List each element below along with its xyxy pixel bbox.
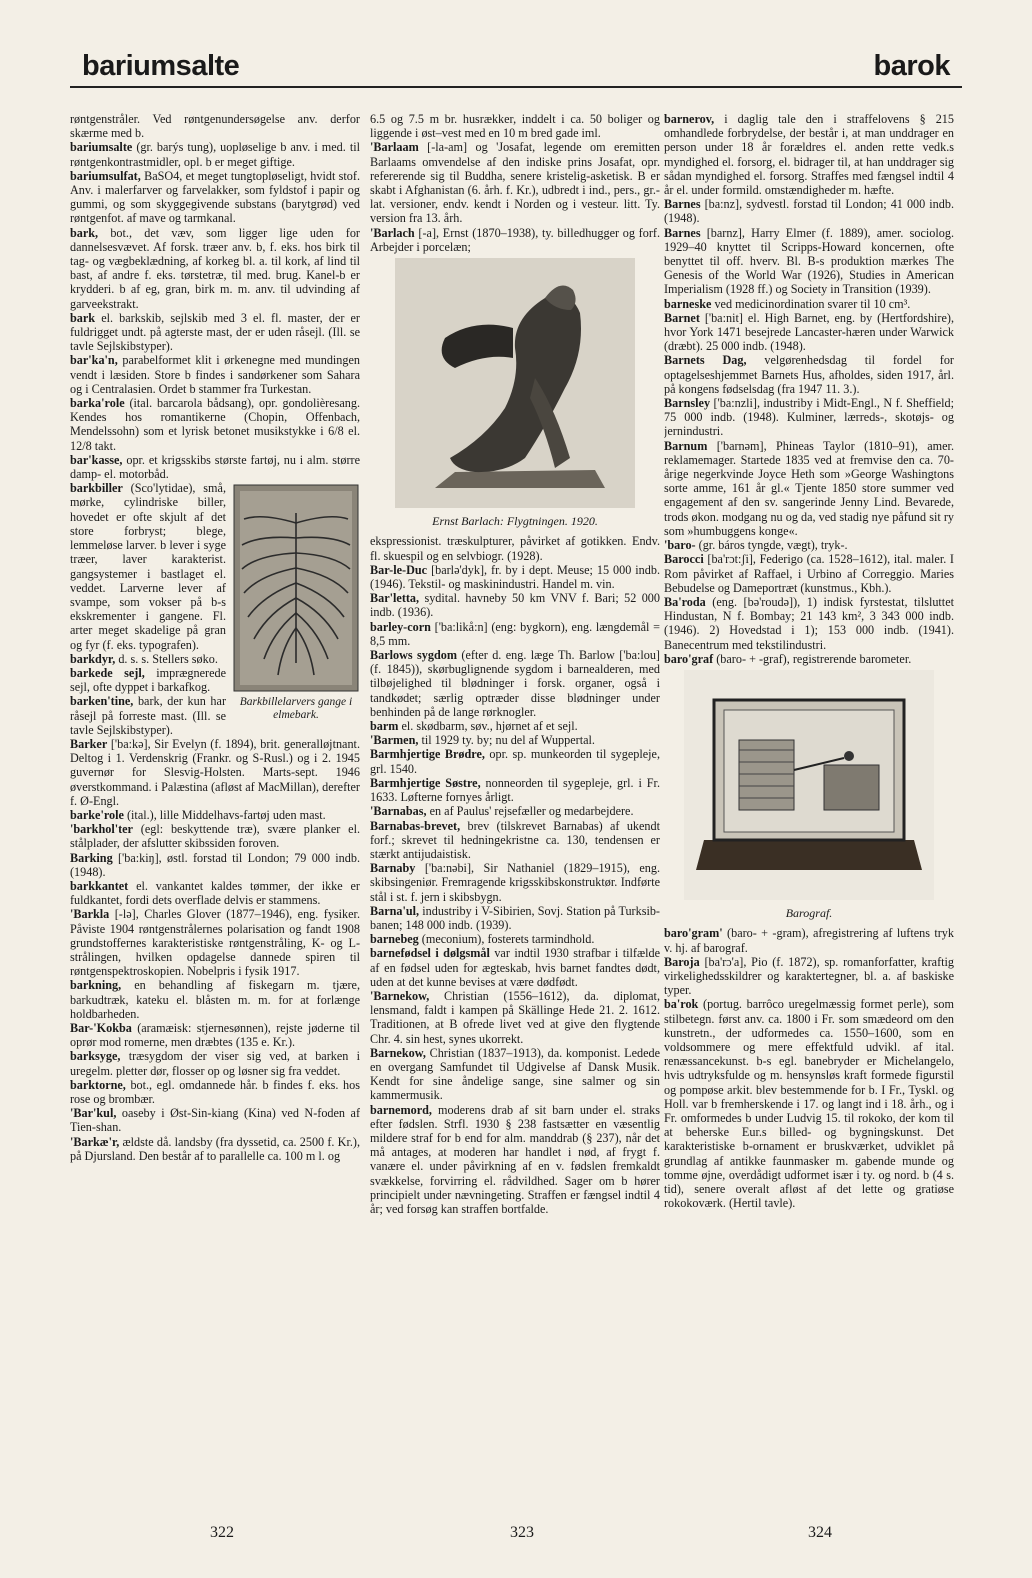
dictionary-entry bbox=[664, 311, 954, 354]
entry-text: (gr. báros tyngde, vægt), tryk-. bbox=[695, 538, 848, 553]
dictionary-entry bbox=[664, 396, 954, 439]
barlach-sculpture-image bbox=[395, 258, 635, 508]
entry-text: ved medicinordination svarer til 10 cm³. bbox=[711, 296, 911, 311]
entry-text: bot., egl. omdannede hår. b findes f. eks. hos rose og brombær. bbox=[70, 1077, 360, 1107]
entry-headword: barka'role bbox=[70, 396, 125, 411]
dictionary-entry bbox=[370, 946, 660, 989]
entry-headword: barnemord, bbox=[370, 1102, 432, 1117]
dictionary-entry bbox=[70, 1049, 360, 1077]
entry-text: ['barnəm], Phineas Taylor (1810–91), amer. reklamemager. Startede 1835 ved at fremvise den ca. 70-årige negerkvinde Joyce Heth som »George Washingtons sorte amme, 161 år gl.« Tjente 1850 store summer ved engagement af den sv. sangerinde Jenny Lind. Bevarede, trods økon. modgang nu og da, ved stadig nye påfund sit ry som »humbuggens konge«. bbox=[664, 438, 954, 538]
entry-text: i daglig tale den i straffelovens § 215 omhandlede forbrydelse, der består i, at man unddrager en person under 18 år forældres el. anden rette vedk.s myndighed el. forsorg, el. bidrager til, at han unddrager sig sådan myndighed el. forsorg. Straffes med fængsel indtil 4 år el. under formild. omstændigheder m. hæfte. bbox=[664, 112, 954, 198]
entry-headword: Barnabas-brevet, bbox=[370, 818, 461, 833]
entry-text: røntgenstråler. Ved røntgenundersøgelse anv. derfor skærme med b. bbox=[70, 112, 360, 141]
entry-text: ['ba:nzli], industriby i Midt-Engl., N f. Sheffield; 75 000 indb. (1948). Kulminer, lærreds-, skotøjs- og jernindustri. bbox=[664, 396, 954, 439]
dictionary-entry bbox=[70, 978, 360, 1021]
entry-headword: Barnekow, bbox=[370, 1045, 426, 1060]
col1-entries-top bbox=[70, 112, 360, 481]
entry-headword: barke'role bbox=[70, 807, 124, 822]
entry-text: (ital. barcarola bådsang), opr. gondolièresang. Kendes hos romantikerne (Chopin, Offenbach, Mendelssohn) som et lyrisk betonet musikstykke i 6/8 el. 12/8 takt. bbox=[70, 396, 360, 453]
dictionary-entry bbox=[70, 453, 360, 481]
entry-headword: 'Barnekow, bbox=[370, 988, 430, 1003]
entry-text: var indtil 1930 strafbar i tilfælde af en fødsel uden for ægteskab, hvis barnet fandtes dødt, uden at det kunne bevises at være dødfødt. bbox=[370, 946, 660, 989]
dictionary-entry bbox=[370, 112, 660, 140]
dictionary-entry bbox=[370, 226, 660, 254]
dictionary-entry bbox=[664, 112, 954, 197]
entry-headword: Barnum bbox=[664, 438, 708, 453]
barograph-image bbox=[684, 670, 934, 900]
dictionary-entry bbox=[664, 552, 954, 595]
entry-headword: 'Barlaam bbox=[370, 140, 419, 155]
entry-headword: Barna'ul, bbox=[370, 903, 420, 918]
entry-text: brev (tilskrevet Barnabas) af ukendt forf.; skrevet til hedningekristne ca. 130, tendensen er stærkt antijudaistisk. bbox=[370, 818, 660, 861]
entry-text: sydital. havneby 50 km VNV f. Bari; 52 000 indb. (1936). bbox=[370, 591, 660, 620]
entry-headword: 'barkhol'ter bbox=[70, 822, 133, 837]
entry-headword: Barmhjertige Søstre, bbox=[370, 775, 481, 790]
entry-headword: Bar-le-Duc bbox=[370, 562, 428, 577]
dictionary-entry bbox=[370, 733, 660, 747]
entry-headword: barksyge, bbox=[70, 1049, 121, 1064]
entry-text: el. vankantet kaldes tømmer, der ikke er fuldkantet, fordi dets overflade delvis er stammens. bbox=[70, 878, 360, 908]
entry-text: (gr. barýs tung), uopløselige b anv. i med. til røntgenkontrastmidler, opl. b er meget giftige. bbox=[70, 140, 360, 169]
entry-text: (portug. barrôco uregelmæssig formet perle), som stilbetegn. først anv. ca. 1800 i Fr. som smædeord om den kunstretn., der udformedes ca. 1550–1600, som en voldsommere og mere effektfuld udvikl. af ital. renæssancekunst. b-s egl. banebryder er Michelangelo, hvis udtryksfulde og m. hensynsløs kraft formede figurstil og pompøse arkit. blev bestemmende for b. I Fr., Tyskl. og Holl. var b fremherskende i 17. og langt ind i 18. årh., og i Fr. omformedes b under Ludvig 15. til rokoko, der kom til at beherske Eur.s billed- og bygningskunst. Det karakteristiske b-ornament er bruskværket, udviklet på grundlag af antikke faunmasker m. gabende munde og tomme øjne, overdådigt udformet især i ty. og nord. b (4 s. tid), senere overalt afløst af det lette og gratiøse rokokoværk. (Hertil tavle). bbox=[664, 997, 954, 1211]
col2-entries-bottom bbox=[370, 534, 660, 1216]
header-rule bbox=[70, 86, 962, 88]
sculpture-figure bbox=[370, 258, 660, 528]
entry-headword: Barnaby bbox=[370, 861, 416, 876]
dictionary-entry bbox=[70, 1021, 360, 1049]
dictionary-entry bbox=[70, 1078, 360, 1106]
dictionary-entry bbox=[70, 737, 360, 808]
col2-entries-top bbox=[370, 112, 660, 254]
barograph-figure bbox=[664, 670, 954, 920]
entry-headword: 'baro- bbox=[664, 538, 696, 553]
entry-text: BaSO4, et meget tungtopløseligt, hvidt stof. Anv. i malerfarver og farvelakker, som fyldstof i papir og gummi, og som skyggegivende substans (barytgrød) ved røntgenfot. af mave og tarmkanal. bbox=[70, 168, 360, 226]
entry-headword: baro'graf bbox=[664, 651, 714, 666]
entry-headword: barkkantet bbox=[70, 878, 129, 893]
dictionary-entry bbox=[370, 989, 660, 1046]
entry-text: [barnz], Harry Elmer (f. 1889), amer. sociolog. 1929–40 knyttet til Scripps-Howard koncernen, ofte benyttet til off. hverv. Bl. B-s produktion mærkes The Genesis of the World War (1926), Studies in American Imperialism (1928 ff.) og Society in Transition (1939). bbox=[664, 225, 954, 297]
dictionary-entry bbox=[70, 169, 360, 226]
dictionary-entry bbox=[70, 226, 360, 311]
entry-text: ['ba:nəbi], Sir Nathaniel (1829–1915), eng. skibsingeniør. Fremragende krigsskibskonstruktør. Indførte stål i st. f. jern i skibsbygn. bbox=[370, 861, 660, 904]
entry-text: [ba'rɔt:ʃi], Federigo (ca. 1528–1612), ital. maler. I Rom påvirket af Raffael, i Urbino af Correggio. Maries Bebudelse og Dameportræt (kunstmus., Kbh.). bbox=[664, 552, 954, 595]
dictionary-entry bbox=[70, 822, 360, 850]
entry-headword: bar'kasse, bbox=[70, 452, 123, 467]
entry-headword: bark bbox=[70, 310, 96, 325]
bark-beetle-gallery-image bbox=[232, 483, 360, 693]
entry-headword: barkbiller bbox=[70, 481, 123, 496]
entry-headword: Ba'roda bbox=[664, 594, 706, 609]
col3-entries-bottom bbox=[664, 926, 954, 1210]
entry-text: (baro- + -gram), afregistrering af luftens tryk v. hj. af barograf. bbox=[664, 926, 954, 955]
entry-text: opr. et krigsskibs største fartøj, nu i alm. større damp- el. motorbåd. bbox=[70, 452, 360, 482]
entry-text: (baro- + -graf), registrerende barometer. bbox=[713, 651, 912, 666]
entry-text: [ba:nz], sydvestl. forstad til London; 41 000 indb. (1948). bbox=[664, 197, 954, 226]
dictionary-entry bbox=[664, 439, 954, 538]
entry-headword: bar'ka'n, bbox=[70, 353, 118, 368]
dictionary-entry bbox=[664, 926, 954, 954]
entry-text: (Sco'lytidae), små, mørke, cylindriske biller, hovedet er ofte skjult af det store forbryst; blege, lemmeløse larver. b lever i syge træer, laver karakterist. gangsystemer i bastlaget el. veddet. Larverne lever af svampe, som vokser på b-s ekskrementer i gangene. Fl. arter meget skadelige på gran og fyr (f. eks. typografen). bbox=[70, 481, 226, 652]
entry-headword: Baroja bbox=[664, 954, 700, 969]
entry-headword: Barlows sygdom bbox=[370, 648, 458, 663]
entry-text: oaseby i Øst-Sin-kiang (Kina) ved N-foden af Tien-shan. bbox=[70, 1106, 360, 1135]
entry-text: Christian (1556–1612), da. diplomat, lensmand, faldt i kampen på Skällinge Hede 21. 2. 1612. Traditionen, at B ofrede livet ved at give den flygtende Chr. 4. sin hest, synes ukorrekt. bbox=[370, 988, 660, 1046]
entry-text: el. skødbarm, søv., hjørnet af et sejl. bbox=[398, 719, 578, 734]
page-number-middle: 323 bbox=[510, 1524, 534, 1541]
entry-text: [ba'rɔ'a], Pio (f. 1872), sp. romanforfatter, kraftig virkelighedsskildrer og karaktertegner, bl. a. af baskiske typer. bbox=[664, 954, 954, 998]
entry-text: (egl: beskyttende træ), svære planker el. stålplader, der afslutter skibssiden foroven. bbox=[70, 822, 360, 851]
dictionary-entry bbox=[664, 353, 954, 396]
entry-text: ['ba:nit] el. High Barnet, eng. by (Hertfordshire), hvor York 1471 besejrede Lancaster-hæren under Warwick (dræbt). 25 000 indb. (1948). bbox=[664, 310, 954, 354]
entry-text: (efter d. eng. læge Th. Barlow ['ba:lou] (f. 1845)), skørbuglignende sygdom i barnealderen, med tilbøjelighed til blødninger i forsk. organer, også i tandkødet; særlig optræder disse blødninger under benhinden på de lange rørknogler. bbox=[370, 648, 660, 719]
entry-text: imprægnerede sejl, ofte dyppet i barkafkog. bbox=[70, 665, 226, 695]
entry-headword: bark, bbox=[70, 225, 99, 240]
entry-text: 6.5 og 7.5 m br. husrækker, inddelt i ca. 50 boliger og liggende i øst–vest med en 10 m bred gade iml. bbox=[370, 112, 660, 141]
dictionary-entry bbox=[70, 808, 360, 822]
entry-text: el. barkskib, sejlskib med 3 el. fl. master, der er fuldrigget undt. på agterste mast, der er uden råsejl. (Ill. se tavle Sejlskibstyper). bbox=[70, 310, 360, 354]
dictionary-entry bbox=[664, 955, 954, 998]
entry-headword: barkdyr, bbox=[70, 651, 116, 666]
dictionary-entry bbox=[370, 932, 660, 946]
dictionary-entry bbox=[70, 851, 360, 879]
entry-text: velgørenhedsdag til fordel for optagelseshjemmet Barnets Hus, afholdes, siden 1917, årl. på kongens fødselsdag (fra 1947 11. 3.). bbox=[664, 353, 954, 396]
dictionary-entry bbox=[370, 819, 660, 862]
entry-text: ældste då. landsby (fra dyssetid, ca. 2500 f. Kr.), på Djursland. Den består af to parallelle ca. 100 m l. og bbox=[70, 1134, 360, 1163]
entry-headword: Barocci bbox=[664, 552, 704, 567]
dictionary-entry bbox=[70, 1135, 360, 1163]
beetle-caption: Barkbillelarvers gange i elmebark. bbox=[239, 696, 353, 722]
entry-text: d. s. s. Stellers søko. bbox=[115, 651, 218, 666]
entry-text: bot., det væv, som ligger lige uden for dannelsesvævet. Af forsk. træer anv. b, f. eks. hos birk til tag- og vægbeklædning, af korkeg bl. a. til kork, af lind til bast, af andre f. eks. tørstetræ, til med. brug. Kanel-b er krydderi. b af eg, gran, birk m. m. anv. til udvinding af garveekstrakt. bbox=[70, 225, 360, 311]
dictionary-entry bbox=[370, 648, 660, 719]
dictionary-entry bbox=[370, 620, 660, 648]
sculpture-caption: Ernst Barlach: Flygtningen. 1920. bbox=[432, 514, 598, 529]
dictionary-entry bbox=[70, 311, 360, 354]
dictionary-entry bbox=[370, 861, 660, 904]
entry-text: opr. sp. munkeorden til sygepleje, grl. 1540. bbox=[370, 747, 660, 776]
entry-text: (aramæisk: stjernesønnen), rejste jøderne til oprør mod romerne, men dræbtes (135 e. Kr.). bbox=[70, 1021, 360, 1050]
entry-headword: bariumsalte bbox=[70, 140, 133, 155]
entry-text: (ital.), lille Middelhavs-fartøj uden mast. bbox=[123, 807, 326, 822]
dictionary-entry bbox=[664, 997, 954, 1210]
barograph-caption: Barograf. bbox=[785, 906, 833, 921]
dictionary-entry bbox=[70, 140, 360, 168]
dictionary-entry bbox=[370, 719, 660, 733]
entry-headword: barley-corn bbox=[370, 619, 431, 634]
dictionary-entry bbox=[370, 534, 660, 562]
entry-headword: Barnes bbox=[664, 197, 701, 212]
entry-headword: Barnets Dag, bbox=[664, 353, 747, 368]
entry-headword: baro'gram' bbox=[664, 926, 723, 941]
dictionary-entry bbox=[664, 595, 954, 652]
dictionary-entry bbox=[370, 776, 660, 804]
dictionary-entry bbox=[664, 297, 954, 311]
entry-text: (meconium), fosterets tarmindhold. bbox=[418, 932, 595, 947]
entry-headword: barken'tine, bbox=[70, 694, 134, 709]
entry-headword: Barnet bbox=[664, 310, 700, 325]
entry-headword: 'Bar'kul, bbox=[70, 1106, 117, 1121]
entry-text: bark, der kun har råsejl på forreste mast. (Ill. se tavle Sejlskibstyper). bbox=[70, 694, 226, 737]
entry-text: [barlə'dyk], fr. by i dept. Meuse; 15 000 indb. (1946). Tekstil- og maskinindustri. Handel m. vin. bbox=[370, 562, 660, 592]
entry-headword: barkning, bbox=[70, 978, 122, 993]
entry-text: en af Paulus' rejsefæller og medarbejdere. bbox=[426, 804, 634, 819]
dictionary-entry bbox=[70, 396, 360, 453]
dictionary-entry bbox=[370, 140, 660, 225]
entry-headword: Barker bbox=[70, 736, 108, 751]
entry-text: [-a], Ernst (1870–1938), ty. billedhugger og forf. Arbejder i porcelæn; bbox=[370, 225, 660, 254]
dictionary-entry bbox=[664, 226, 954, 297]
dictionary-entry bbox=[70, 112, 360, 140]
entry-headword: bariumsulfat, bbox=[70, 168, 141, 183]
dictionary-entry bbox=[70, 907, 360, 978]
entry-text: træsygdom der viser sig ved, at barken i uregelm. pletter dør, flosser op og løsner sig fra veddet. bbox=[70, 1049, 360, 1078]
entry-headword: 'Barkæ'r, bbox=[70, 1134, 120, 1149]
entry-headword: barnefødsel i dølgsmål bbox=[370, 946, 490, 961]
entry-text: ['ba:kə], Sir Evelyn (f. 1894), brit. generalløjtnant. Deltog i 1. Verdenskrig (Frankr. og S-Rusl.) og i 2. 1945 guvernør for Slesvig-Holsten. Marts-sept. 1946 øverstkommand. i Palæstina (afløst af MacMillan), derefter f. Ø-Engl. bbox=[70, 736, 360, 808]
dictionary-entry bbox=[70, 353, 360, 396]
entry-text: Christian (1837–1913), da. komponist. Ledede en overgang Samfundet til Udgivelse af Dansk Musik. Kendt for sine åndelige sange, sine salmer og sin kammermusik. bbox=[370, 1045, 660, 1103]
beetle-figure bbox=[232, 483, 360, 722]
entry-headword: barm bbox=[370, 719, 399, 734]
entry-text: [-lə], Charles Glover (1877–1946), eng. fysiker. Påviste 1904 røntgenstrålernes polarisation og fandt 1908 grundstoffernes karakteristiske røntgenstråling, K- og L-strålingen, hvilken opdagelse dannede spiren til røntgenspektroskopien. Nobelpris i fysik 1917. bbox=[70, 907, 360, 979]
header-right-word: barok bbox=[873, 50, 950, 82]
dictionary-entry bbox=[370, 904, 660, 932]
entry-text: (eng. [bə'roudə]), 1) indisk fyrstestat, tilsluttet Hindustan, N f. Bombay; 21 143 km², 3 343 000 indb. (1946). 2) Hovedstad i 1); 153 000 indb. (1941). Banecentrum med tekstilindustri. bbox=[664, 594, 954, 652]
entry-text: industriby i V-Sibirien, Sovj. Station på Turksib-banen; 148 000 indb. (1939). bbox=[370, 903, 660, 932]
entry-headword: Barking bbox=[70, 850, 113, 865]
entry-headword: 'Barmen, bbox=[370, 733, 419, 748]
dictionary-entry bbox=[370, 1103, 660, 1217]
page-number-right: 324 bbox=[808, 1524, 832, 1541]
entry-headword: Barnsley bbox=[664, 396, 711, 411]
dictionary-entry bbox=[664, 197, 954, 225]
entry-headword: 'Barkla bbox=[70, 907, 110, 922]
entry-text: en behandling af fiskegarn m. tjære, barkudtræk, kateku el. blåsten m. m. for at forlænge holdbarheden. bbox=[70, 978, 360, 1021]
dictionary-entry bbox=[370, 804, 660, 818]
entry-text: parabelformet klit i ørkenegne med mundingen vendt i læsiden. Store b findes i sandørkener som Sahara og i Centralasien. Ordet b stammer fra Turkestan. bbox=[70, 353, 360, 396]
entry-headword: ba'rok bbox=[664, 997, 699, 1012]
entry-headword: 'Barlach bbox=[370, 225, 415, 240]
dictionary-entry bbox=[664, 538, 954, 552]
header-left-word: bariumsalte bbox=[82, 50, 240, 82]
entry-headword: Barmhjertige Brødre, bbox=[370, 747, 485, 762]
entry-text: ekspressionist. træskulpturer, påvirket af gotikken. Endv. fl. skuespil og en selvbiogr. (1928). bbox=[370, 534, 660, 563]
entry-headword: Bar'letta, bbox=[370, 591, 420, 606]
entry-headword: barneske bbox=[664, 296, 712, 311]
dictionary-entry bbox=[664, 652, 954, 666]
entry-headword: barnerov, bbox=[664, 112, 715, 126]
dictionary-entry bbox=[370, 591, 660, 619]
entry-headword: barkede sejl, bbox=[70, 665, 145, 680]
entry-headword: barktorne, bbox=[70, 1077, 126, 1092]
entry-headword: 'Barnabas, bbox=[370, 804, 427, 819]
dictionary-entry bbox=[70, 879, 360, 907]
column-page-322 bbox=[70, 112, 360, 1474]
column-page-323 bbox=[370, 112, 660, 1474]
column-page-324 bbox=[664, 112, 954, 1474]
entry-text: til 1929 ty. by; nu del af Wuppertal. bbox=[418, 733, 595, 748]
entry-text: ['ba:kiŋ], østl. forstad til London; 79 000 indb. (1948). bbox=[70, 850, 360, 879]
col3-entries-top bbox=[664, 112, 954, 666]
entry-text: ['ba:likå:n] (eng: bygkorn), eng. længdemål = 8,5 mm. bbox=[370, 619, 660, 648]
entry-text: nonneorden til sygepleje, grl. i Fr. 1633. Løfterne fornyes årligt. bbox=[370, 775, 660, 805]
entry-headword: barnebeg bbox=[370, 932, 419, 947]
entry-text: [-la-am] og 'Josafat, legende om eremitten Barlaams omvendelse af den indiske prins Josafat, opr. refererende sig til Buddha, senere kristelig-asketisk. B er skabt i Afghanistan (6. årh. f. Kr.), udbredt i ind., pers., gr.-lat. versioner, endv. kendt i Norden og i vesteur. litt. Ty. version fra 13. årh. bbox=[370, 140, 660, 226]
entry-headword: Bar-'Kokba bbox=[70, 1021, 132, 1035]
entry-headword: Barnes bbox=[664, 225, 701, 240]
dictionary-entry bbox=[370, 747, 660, 775]
dictionary-entry bbox=[370, 1046, 660, 1103]
entry-text: moderens drab af sit barn under el. straks efter fødslen. Strfl. 1930 § 238 fastsætter en væsentlig mildere straf for b end for alm. manddrab (§ 237), når det må antages, at moderen har handlet i nød, af frygt f. vanære el. under påvirkning af en v. fødslen fremkaldt svækkelse, forvirring el. rådvildhed. Sager om b hører principielt under nævningeting. Straffen er fængsel indtil 4 år; ved forsøg kan straffen bortfalde. bbox=[370, 1102, 660, 1216]
dictionary-entry bbox=[70, 1106, 360, 1134]
page-number-left: 322 bbox=[210, 1524, 234, 1541]
dictionary-entry bbox=[370, 563, 660, 591]
